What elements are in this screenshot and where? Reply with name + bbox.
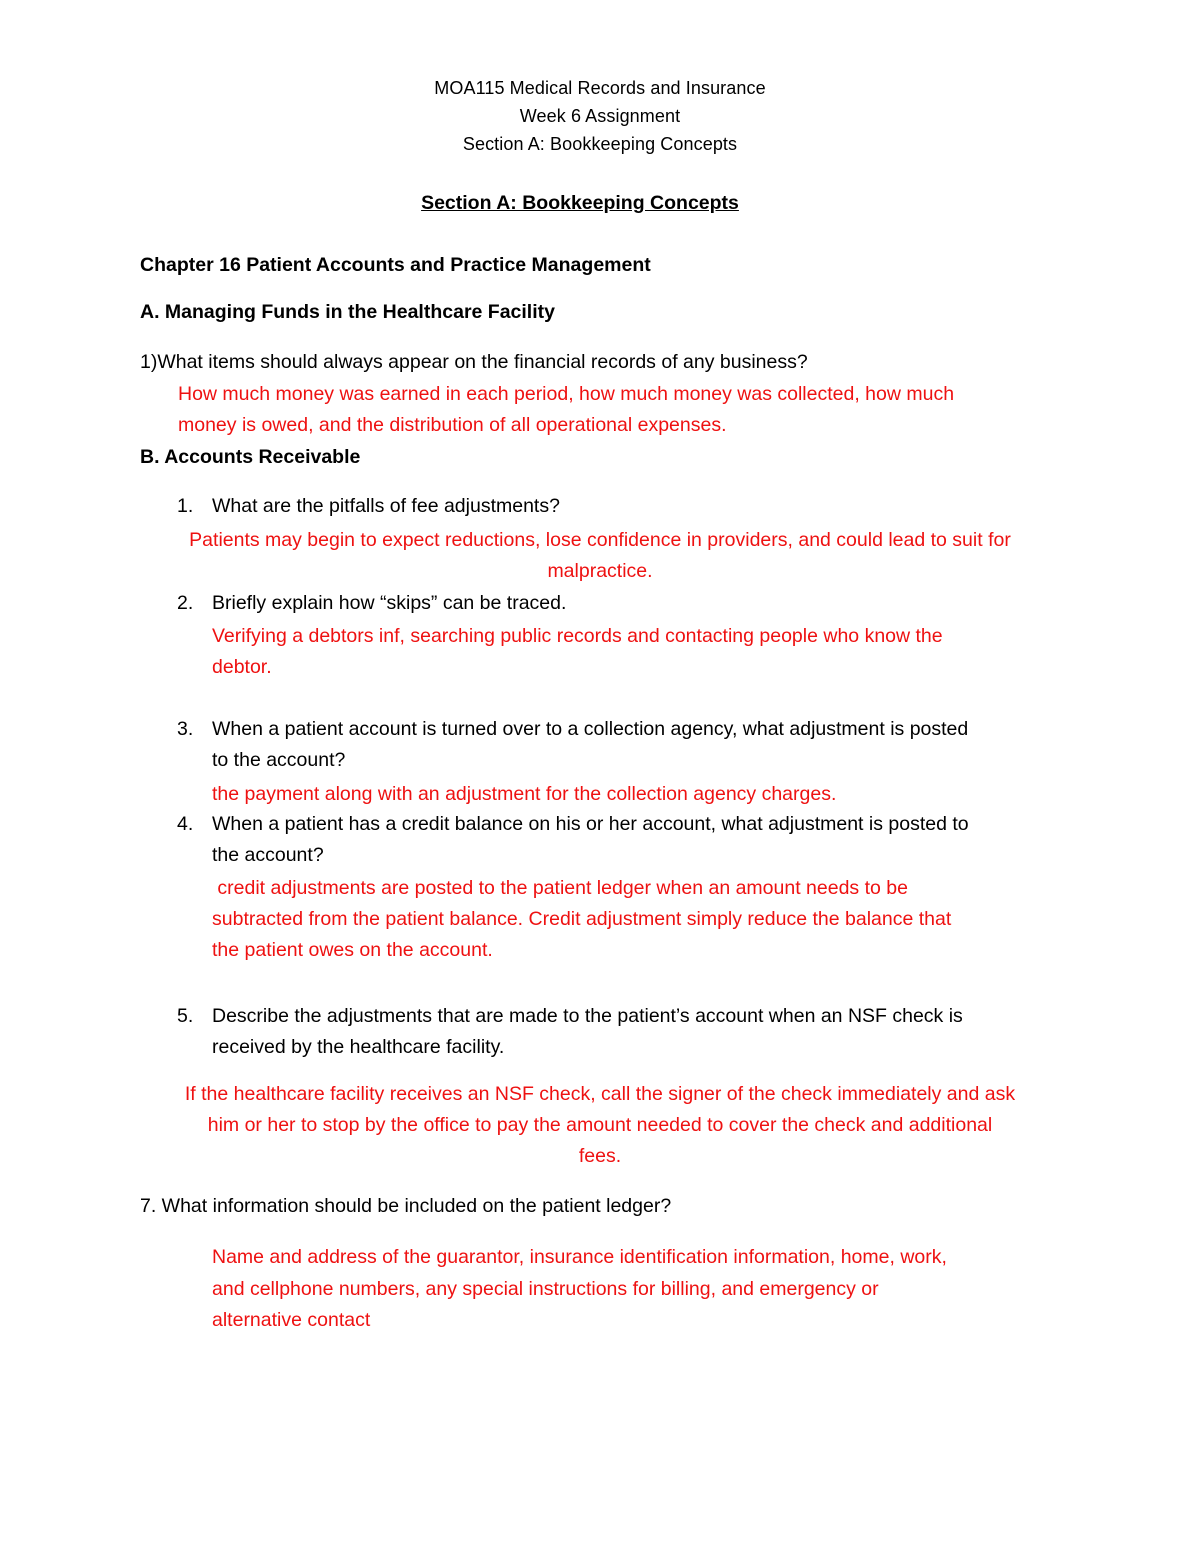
question-b2: Briefly explain how “skips” can be traced.: [212, 592, 567, 614]
answer-b1-line1: Patients may begin to expect reductions, lose confidence in providers, and could lead to suit for: [189, 529, 1011, 551]
answer-b2-line2: debtor.: [212, 656, 272, 678]
answer-b1-line2: malpractice.: [547, 560, 653, 582]
answer-7-line1: Name and address of the guarantor, insurance identification information, home, work,: [212, 1246, 947, 1268]
answer-a1-line2: money is owed, and the distribution of all operational expenses.: [178, 414, 727, 436]
course-title: MOA115 Medical Records and Insurance: [434, 78, 766, 98]
question-b5-line2: received by the healthcare facility.: [212, 1036, 505, 1058]
answer-b3-line1: the payment along with an adjustment for the collection agency charges.: [212, 783, 837, 805]
answer-b5-line3: fees.: [578, 1145, 622, 1167]
question-b4-line1: When a patient has a credit balance on his or her account, what adjustment is posted to: [212, 813, 969, 835]
answer-a1-line1: How much money was earned in each period, how much money was collected, how much: [178, 383, 955, 405]
list-number-5: 5.: [177, 1005, 194, 1027]
answer-b2-line1: Verifying a debtors inf, searching public records and contacting people who know the: [212, 625, 943, 647]
question-b1: What are the pitfalls of fee adjustments?: [212, 495, 560, 517]
question-b5-line1: Describe the adjustments that are made to the patient’s account when an NSF check is: [212, 1005, 963, 1027]
answer-7-line3: alternative contact: [212, 1309, 371, 1331]
answer-7-line2: and cellphone numbers, any special instructions for billing, and emergency or: [212, 1278, 879, 1300]
list-number-3: 3.: [177, 718, 194, 740]
chapter-title: Chapter 16 Patient Accounts and Practice Management: [140, 254, 651, 276]
section-heading: Section A: Bookkeeping Concepts: [421, 192, 739, 214]
answer-b4-line2: subtracted from the patient balance. Credit adjustment simply reduce the balance that: [212, 908, 952, 930]
answer-b5-line1: If the healthcare facility receives an NSF check, call the signer of the check immediately and ask: [184, 1083, 1016, 1105]
list-number-4: 4.: [177, 813, 194, 835]
question-7: 7. What information should be included on the patient ledger?: [140, 1195, 672, 1217]
part-b-heading: B. Accounts Receivable: [140, 446, 361, 468]
list-number-1: 1.: [177, 495, 194, 517]
answer-b4-line3: the patient owes on the account.: [212, 939, 493, 961]
assignment-title: Week 6 Assignment: [519, 106, 681, 126]
part-a-heading: A. Managing Funds in the Healthcare Facility: [140, 301, 555, 323]
question-b3-line1: When a patient account is turned over to a collection agency, what adjustment is posted: [212, 718, 969, 740]
list-number-2: 2.: [177, 592, 194, 614]
question-b4-line2: the account?: [212, 844, 324, 866]
section-subtitle: Section A: Bookkeeping Concepts: [462, 134, 738, 154]
answer-b5-line2: him or her to stop by the office to pay the amount needed to cover the check and additional: [207, 1114, 993, 1136]
question-b3-line2: to the account?: [212, 749, 346, 771]
question-a1: 1)What items should always appear on the financial records of any business?: [140, 351, 808, 373]
answer-b4-line1: credit adjustments are posted to the patient ledger when an amount needs to be: [212, 877, 908, 899]
